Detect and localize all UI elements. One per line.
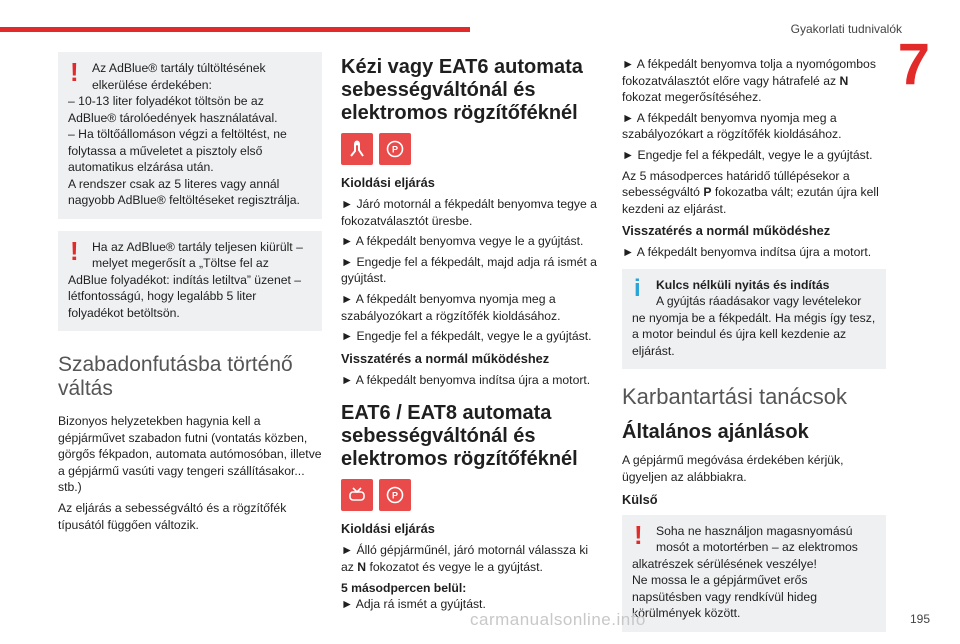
section-title: Gyakorlati tudnivalók [790,22,902,36]
info-line: A gyújtás ráadásakor vagy levételekor [656,294,862,309]
page-number: 195 [909,612,930,626]
warning-text: Soha ne használjon magasnyomású mosót a motortérben – az elektromos [656,523,858,555]
warning-icon: ! [634,519,643,550]
icon-row [341,479,603,511]
parking-brake-p-icon [379,133,411,165]
warning-line: – 10-13 liter folyadékot töltsön be az AdBlue® tárolóedények használatával. [68,94,278,125]
warning-text-rest: AdBlue folyadékot: indítás letiltva” üzenet – létfontosságú, hogy legalább 5 liter folyadékot betöltsön. [68,272,302,320]
push-button-selector-icon [341,479,373,511]
step: ► Álló gépjárműnél, járó motornál válassza ki az N fokozatot és vegye le a gyújtást. [341,543,589,574]
warning-line: A rendszer csak az 5 literes vagy annál nagyobb AdBlue® feltöltéseket regisztrálja. [68,176,300,207]
subheading-release: Kioldási eljárás [341,175,435,190]
subheading-release: Kioldási eljárás [341,521,435,537]
warning-text-rest: Ne mossa le a gépjárművet erős napsütésben vagy rendkívül hideg körülmények között. [632,573,817,621]
warning-icon: ! [70,235,79,266]
warning-text: Az AdBlue® tartály túltöltésének elkerülése érdekében: [92,61,266,92]
gear-shift-icon [341,133,373,165]
step: ► A fékpedált benyomva indítsa újra a motort. [622,245,872,260]
paragraph: A gépjármű megóvása érdekében kérjük, ügyeljen az alábbiakra. [622,453,844,485]
warning-box-adblue-overfill [58,52,322,219]
warning-box-adblue-empty [58,231,322,332]
step: ► A fékpedált benyomva nyomja meg a szabályozókart a rögzítőfék kioldásához. [341,291,561,323]
step: ► A fékpedált benyomva nyomja meg a szabályozókart a rögzítőfék kioldásához. [622,110,842,142]
paragraph: Az eljárás a sebességváltó és a rögzítőfék típusától függően változik. [58,500,287,532]
step: ► Engedje fel a fékpedált, vegye le a gyújtást. [622,147,873,162]
warning-text-rest: alkatrészek sérülésének veszélye! [632,556,817,571]
subheading-exterior: Külső [622,491,658,507]
step: ► Engedje fel a fékpedált, majd adja rá ismét a gyújtást. [341,254,597,286]
info-box-keyless [622,269,886,370]
column-1 [58,52,322,537]
svg-text:P: P [391,490,399,501]
column-3 [622,56,886,644]
step: ► A fékpedált benyomva tolja a nyomógombos fokozatválasztót előre vagy hátrafelé az N fokozat megerősítéséhez. [622,57,876,105]
info-title: Kulcs nélküli nyitás és indítás [656,277,830,292]
heading-eat6-eat8: EAT6 / EAT8 automata sebességváltónál és elektromos rögzítőféknél [341,402,578,471]
info-rest: ne nyomja be a fékpedált. Ha mégis így tesz, a motor beindul és újra kell kezdenie az eljárást. [632,310,876,358]
step: ► Járó motornál a fékpedált benyomva tegye a fokozatválasztót üresbe. [341,197,597,228]
parking-brake-p-icon [379,479,411,511]
svg-text:P: P [391,144,399,155]
paragraph: Az 5 másodperces határidő túllépésekor a sebességváltó P fokozatba vált; ezután újra kell kezdeni az eljárást. [622,168,879,216]
heading-freewheel: Szabadonfutásba történő váltás [58,353,293,400]
step: ► Adja rá ismét a gyújtást. [341,597,486,612]
chapter-number: 7 [897,32,930,97]
heading-manual-eat6: Kézi vagy EAT6 automata sebességváltónál és elektromos rögzítőféknél [341,56,583,124]
warning-text: Ha az AdBlue® tartály teljesen kiürült – melyet megerősít a „Töltse fel az [92,239,303,270]
step-deadline: 5 másodpercen belül: [341,580,467,595]
heading-maintenance: Karbantartási tanácsok [622,384,848,410]
paragraph: Bizonyos helyzetekben hagynia kell a gépjárművet szabadon futni (vontatás közben, görgős fékpadon, automata autómosóban, illetve a gépjármű vasúti vagy tengeri szállításakor... stb.) [58,414,322,495]
info-icon: i [634,274,641,302]
subheading-normal: Visszatérés a normál működéshez [622,223,831,239]
top-accent-bar [0,27,470,32]
warning-line: – Ha töltőállomáson végzi a feltöltést, ne folytassa a műveletet a pisztoly első automatikus elzárása után. [68,127,287,174]
warning-icon: ! [70,57,79,87]
step: ► A fékpedált benyomva vegye le a gyújtást. [341,234,584,249]
step: ► A fékpedált benyomva indítsa újra a motort. [341,372,591,387]
heading-general: Általános ajánlások [622,421,809,444]
step: ► Engedje fel a fékpedált, vegye le a gyújtást. [341,329,592,344]
watermark: carmanualsonline.info [470,610,646,629]
icon-row [341,133,603,165]
column-2 [341,56,603,617]
warning-box-washing [622,515,886,632]
subheading-normal: Visszatérés a normál működéshez [341,350,550,366]
